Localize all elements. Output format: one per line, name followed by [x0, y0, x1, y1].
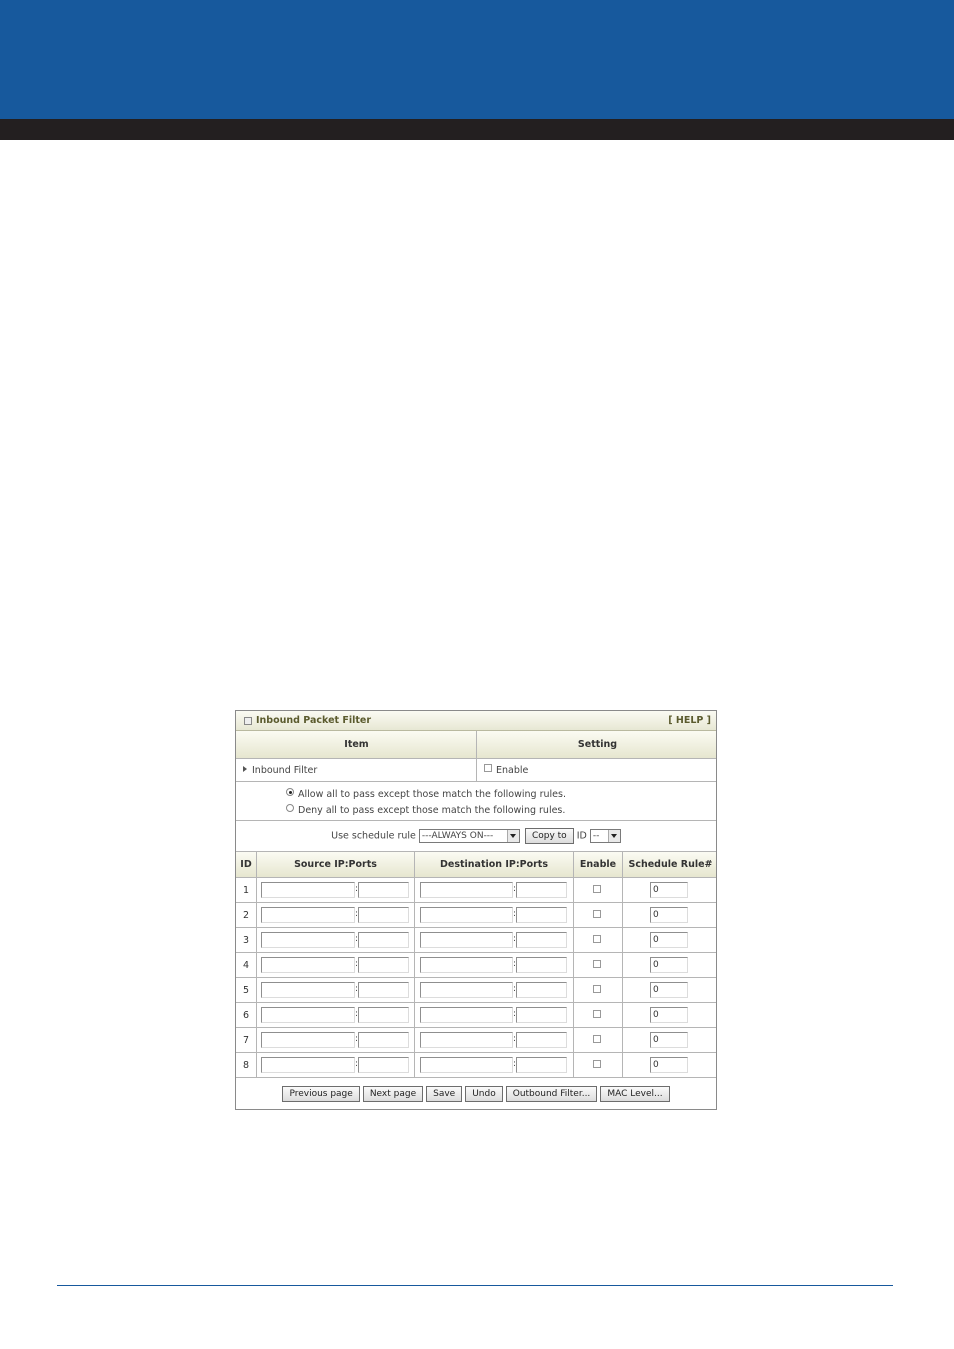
source-colon: : [355, 909, 359, 919]
source-port-input[interactable] [358, 982, 409, 998]
dest-colon: : [513, 1034, 517, 1044]
col-source-header: Source IP:Ports [294, 859, 377, 870]
dest-ip-input[interactable] [420, 1007, 513, 1023]
rule-enable-checkbox[interactable] [593, 960, 601, 968]
schedule-rule-input[interactable]: 0 [650, 882, 688, 898]
schedule-controls [236, 828, 716, 844]
inbound-filter-enable-label: Enable [496, 765, 529, 776]
table-row [236, 1003, 716, 1028]
dest-colon: : [513, 934, 517, 944]
row-id: 5 [242, 984, 250, 996]
row-id: 3 [242, 934, 250, 946]
arrow-right-icon [243, 766, 247, 772]
item-header: Item [344, 739, 369, 750]
schedule-rule-input[interactable]: 0 [650, 982, 688, 998]
source-ip-input[interactable] [261, 1057, 355, 1073]
col-id-header: ID [240, 859, 252, 870]
schedule-rule-selected: ---ALWAYS ON--- [421, 831, 494, 841]
rule-enable-checkbox[interactable] [593, 935, 601, 943]
source-port-input[interactable] [358, 1032, 409, 1048]
row-id: 2 [242, 909, 250, 921]
table-row [236, 903, 716, 928]
inbound-packet-filter-panel [235, 710, 717, 1110]
copy-id-select[interactable] [590, 829, 621, 843]
row-id: 4 [242, 959, 250, 971]
undo-button[interactable]: Undo [465, 1086, 503, 1102]
column-divider [414, 903, 415, 927]
allow-rule-label: Allow all to pass except those match the following rules. [298, 789, 566, 800]
inbound-filter-label: Inbound Filter [252, 765, 318, 776]
source-colon: : [355, 1009, 359, 1019]
dest-port-input[interactable] [516, 982, 567, 998]
deny-rule-label: Deny all to pass except those match the following rules. [298, 805, 566, 816]
next-page-button[interactable]: Next page [363, 1086, 423, 1102]
rule-enable-checkbox[interactable] [593, 985, 601, 993]
col-destination-header: Destination IP:Ports [439, 859, 549, 870]
column-divider [414, 953, 415, 977]
table-row [236, 953, 716, 978]
column-divider [573, 978, 574, 1002]
dest-ip-input[interactable] [420, 882, 513, 898]
schedule-rule-input[interactable]: 0 [650, 1007, 688, 1023]
panel-title-icon [244, 717, 252, 725]
rule-allow-option[interactable] [286, 788, 566, 800]
row-id: 6 [242, 1009, 250, 1021]
schedule-rule-input[interactable]: 0 [650, 907, 688, 923]
column-divider [414, 1028, 415, 1052]
source-ip-input[interactable] [261, 932, 355, 948]
dest-ip-input[interactable] [420, 932, 513, 948]
footer-rule [57, 1285, 893, 1286]
row-id: 1 [242, 884, 250, 896]
source-colon: : [355, 884, 359, 894]
column-divider [256, 903, 257, 927]
deny-radio[interactable] [286, 804, 294, 812]
allow-radio[interactable] [286, 788, 294, 796]
header-band [0, 0, 954, 119]
schedule-rule-label: Use schedule rule [331, 830, 416, 842]
source-colon: : [355, 1034, 359, 1044]
schedule-row [236, 821, 716, 852]
column-divider [476, 759, 477, 781]
source-ip-input[interactable] [261, 1032, 355, 1048]
column-divider [622, 953, 623, 977]
action-buttons [236, 1086, 716, 1102]
column-divider [256, 978, 257, 1002]
source-colon: : [355, 984, 359, 994]
column-divider [414, 1053, 415, 1077]
schedule-rule-input[interactable]: 0 [650, 1032, 688, 1048]
column-divider [573, 903, 574, 927]
item-setting-header [236, 731, 716, 759]
column-divider [414, 928, 415, 952]
column-divider [256, 928, 257, 952]
column-divider [573, 1003, 574, 1027]
dest-port-input[interactable] [516, 957, 567, 973]
column-divider [256, 878, 257, 902]
table-row [236, 1028, 716, 1053]
rule-enable-checkbox[interactable] [593, 1035, 601, 1043]
dest-port-input[interactable] [516, 1032, 567, 1048]
dropdown-arrow-icon [608, 830, 620, 842]
schedule-rule-input[interactable]: 0 [650, 932, 688, 948]
previous-page-button[interactable]: Previous page [282, 1086, 359, 1102]
source-port-input[interactable] [358, 957, 409, 973]
table-row [236, 978, 716, 1003]
col-enable-header: Enable [579, 859, 617, 870]
column-divider [622, 978, 623, 1002]
source-port-input[interactable] [358, 932, 409, 948]
dest-colon: : [513, 1059, 517, 1069]
dest-ip-input[interactable] [420, 1057, 513, 1073]
column-divider [573, 928, 574, 952]
dest-colon: : [513, 959, 517, 969]
column-divider [256, 1003, 257, 1027]
source-ip-input[interactable] [261, 957, 355, 973]
rule-enable-checkbox[interactable] [593, 1060, 601, 1068]
column-divider [622, 878, 623, 902]
dest-ip-input[interactable] [420, 982, 513, 998]
table-row [236, 1053, 716, 1078]
table-row [236, 878, 716, 903]
column-divider [573, 953, 574, 977]
column-divider [622, 1053, 623, 1077]
column-divider [622, 1003, 623, 1027]
rules-table-header [236, 852, 716, 878]
column-divider [573, 878, 574, 902]
header-dark-stripe [0, 119, 954, 140]
copy-to-button[interactable]: Copy to [525, 828, 574, 844]
panel-title: Inbound Packet Filter [256, 715, 372, 726]
row-id: 7 [242, 1034, 250, 1046]
dest-ip-input[interactable] [420, 1032, 513, 1048]
rule-enable-checkbox[interactable] [593, 1010, 601, 1018]
column-divider [256, 1028, 257, 1052]
col-schedule-header: Schedule Rule# [628, 859, 713, 870]
schedule-rule-select[interactable] [419, 829, 520, 843]
dest-colon: : [513, 1009, 517, 1019]
column-divider [414, 878, 415, 902]
dropdown-arrow-icon [507, 830, 519, 842]
row-id: 8 [242, 1059, 250, 1071]
rule-deny-option[interactable] [286, 804, 565, 816]
source-colon: : [355, 959, 359, 969]
panel-titlebar [236, 711, 716, 731]
column-divider [622, 1028, 623, 1052]
source-ip-input[interactable] [261, 982, 355, 998]
dest-port-input[interactable] [516, 1057, 567, 1073]
help-link[interactable]: [ HELP ] [668, 715, 711, 726]
mac-level-button[interactable]: MAC Level... [600, 1086, 669, 1102]
source-ip-input[interactable] [261, 882, 355, 898]
dest-ip-input[interactable] [420, 957, 513, 973]
dest-port-input[interactable] [516, 907, 567, 923]
dest-port-input[interactable] [516, 932, 567, 948]
source-ip-input[interactable] [261, 907, 355, 923]
rule-enable-checkbox[interactable] [593, 885, 601, 893]
dest-colon: : [513, 909, 517, 919]
dest-colon: : [513, 884, 517, 894]
action-buttons-row [236, 1078, 716, 1110]
copy-id-selected: -- [592, 831, 600, 841]
rule-mode-row [236, 782, 716, 821]
inbound-filter-enable-wrap [484, 764, 528, 776]
column-divider [622, 928, 623, 952]
dest-port-input[interactable] [516, 882, 567, 898]
dest-ip-input[interactable] [420, 907, 513, 923]
schedule-rule-input[interactable]: 0 [650, 1057, 688, 1073]
inbound-filter-row [236, 759, 716, 782]
column-divider [573, 1028, 574, 1052]
column-divider [414, 978, 415, 1002]
source-port-input[interactable] [358, 1057, 409, 1073]
column-divider [256, 953, 257, 977]
source-port-input[interactable] [358, 1007, 409, 1023]
table-row [236, 928, 716, 953]
source-ip-input[interactable] [261, 1007, 355, 1023]
dest-port-input[interactable] [516, 1007, 567, 1023]
column-divider [622, 903, 623, 927]
save-button[interactable]: Save [426, 1086, 462, 1102]
inbound-filter-label-wrap [243, 765, 317, 776]
setting-header: Setting [577, 739, 618, 750]
source-colon: : [355, 1059, 359, 1069]
source-port-input[interactable] [358, 882, 409, 898]
id-label: ID [576, 830, 587, 842]
source-colon: : [355, 934, 359, 944]
column-divider [573, 1053, 574, 1077]
inbound-filter-enable-checkbox[interactable] [484, 764, 492, 772]
source-port-input[interactable] [358, 907, 409, 923]
dest-colon: : [513, 984, 517, 994]
outbound-filter-button[interactable]: Outbound Filter... [506, 1086, 598, 1102]
column-divider [256, 1053, 257, 1077]
column-divider [414, 1003, 415, 1027]
schedule-rule-input[interactable]: 0 [650, 957, 688, 973]
rule-enable-checkbox[interactable] [593, 910, 601, 918]
